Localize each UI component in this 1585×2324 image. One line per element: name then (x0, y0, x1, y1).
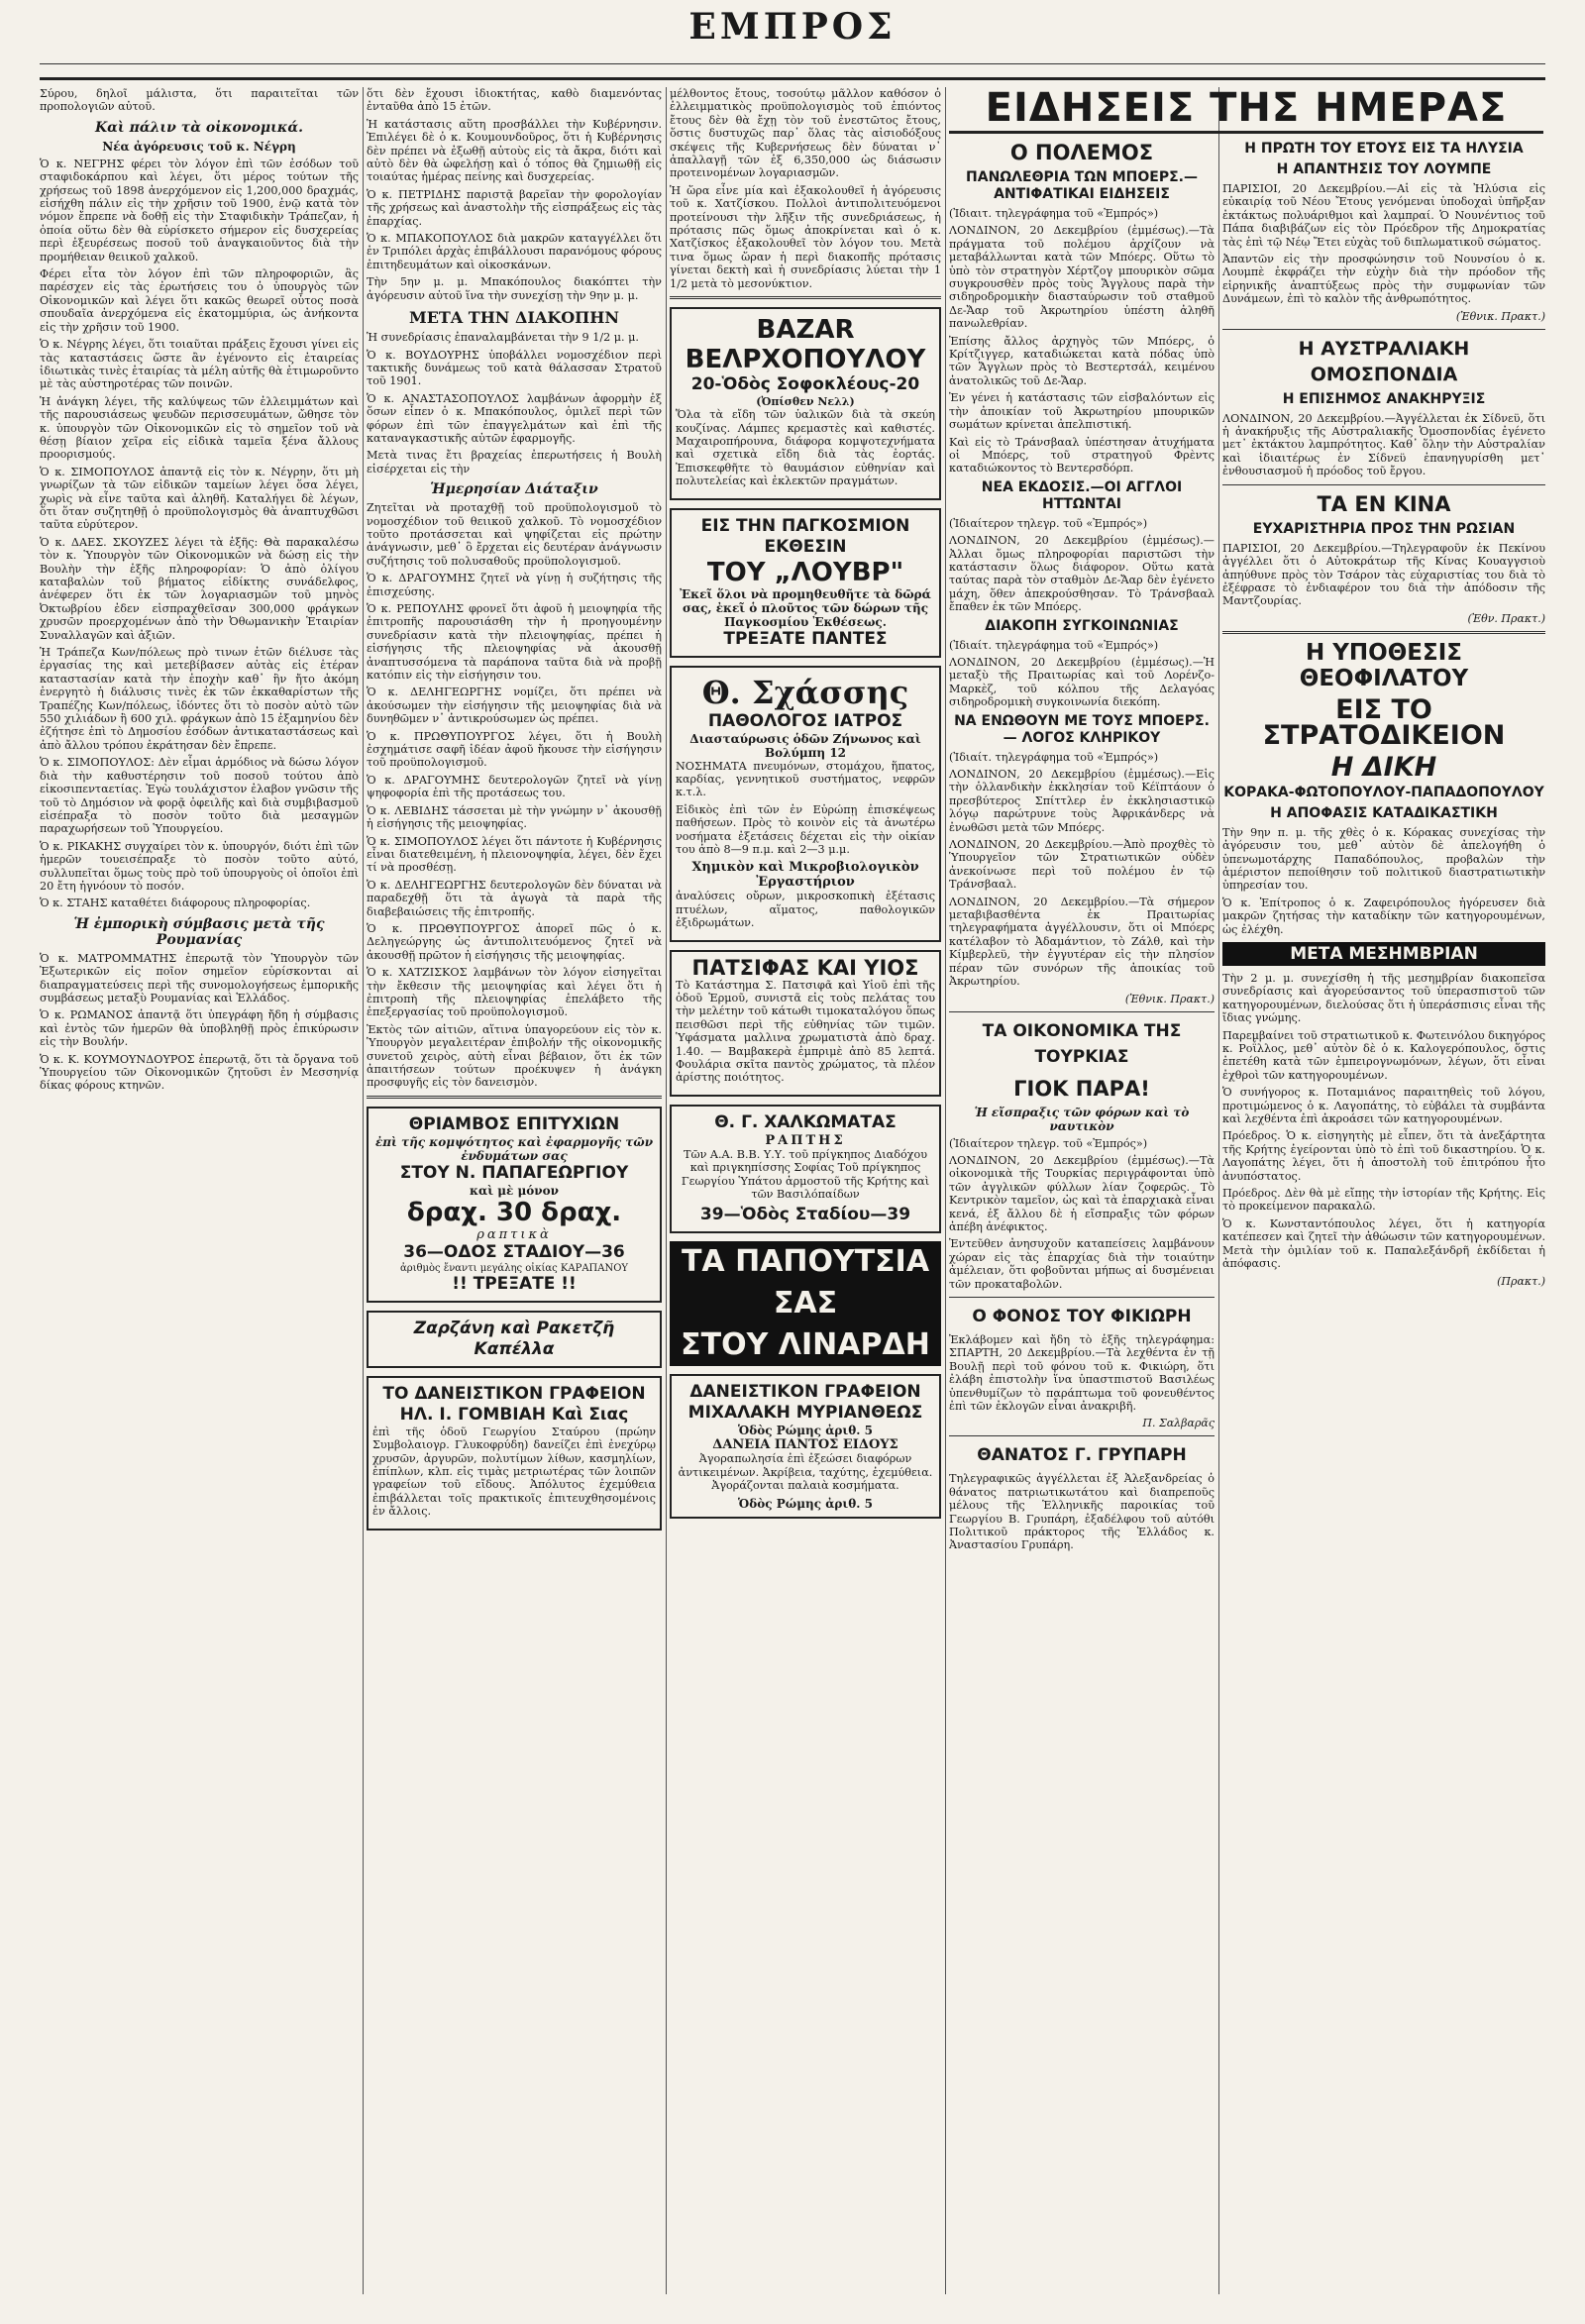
article-heading: Καὶ πάλιν τὰ οἰκονομικά. (94, 119, 303, 136)
article-paragraph: Ἡ συνεδρίασις ἐπαναλαμβάνεται τὴν 9 1/2 μ. μ. (367, 331, 639, 345)
ad-text: ἐπὶ τῆς ὁδοῦ Γεωργίου Σταύρου (πρώην Συμβολαιογρ. Γλυκοφρύδη) δανείζει ἐπὶ ἐνεχύρῳ χρυσῶν, ἀργυρῶν, πολυτίμων λίθων, κασμηλίων, ἐπίπλων, κλπ. εἰς τιμὰς μετριωτέρας τῶν λοιπῶν γραφείων τοῦ εἴδους. Ἀπόλυτος ἐχεμύθεια ἐπιβάλλεται τοῖς πρακτικοῖς ἐπιτευχθησομένοις ἐν ἄλλοις. (372, 1425, 656, 1519)
article-paragraph: Ὁ κ. ΡΙΚΑΚΗΣ συγχαίρει τὸν κ. ὑπουργόν, διότι ἐπὶ τῶν ἡμερῶν τουεισέπραξε τὸ ποσὸν τοῦτο αὐτό, συλλυπεῖται ὅμως τοὺς πρὸ τοῦ ὑπουργοὺς οἱ ὁποῖοι ἐπὶ 20 ἔτη ἠγνόουν τὸ ποσόν. (40, 839, 359, 893)
article-paragraph: Ἡ Τράπεζα Κων/πόλεως πρὸ τινων ἐτῶν διέλυσε τὰς ἐργασίας της καὶ μετεβίβασεν αὐτὰς εἰς ἑτέραν καταστασίαν κατὰ τὴν ἐποχὴν καθ᾿ ἣν ἤτο ἀκόμη ἐνεργητὸ ἡ διάλυσις τινὲς ἐκ τῶν ἐκκαθαρίστων τῆς Τραπέζης Κων/πόλεως, ἰδόντες ὅτι τὸ ποσὸν αὐτὸ τῶν 550 χιλιάδων ἢ 600 χιλ. φράγκων ἀπὸ 15 ἐξαμηνίου δὲν ἐζήτησε ἐπὶ τὸ Δημοσίου ἐσόδων ἀντικαταστάσεως καὶ ἀπὸ ἄλλου τρόπου ἐκράτησαν δὲν ἔπρεπε. (40, 646, 359, 752)
bazaar-advertisement (670, 307, 941, 499)
article-heading: ΜΕΤΑ ΤΗΝ ΔΙΑΚΟΠΗΝ (408, 308, 620, 328)
article-paragraph: Ὁ κ. ΔΕΛΗΓΕΩΡΓΗΣ νομίζει, ὅτι πρέπει νὰ ἀκούσωμεν τὴν εἰσήγησιν τῆς μειοψηφίας διὰ νὰ δυνηθῶμεν ν᾿ ἀντικρούσωμεν ὡς πρέπει. (367, 686, 662, 726)
article-paragraph: Ὁ κ. Κ. ΚΟΥΜΟΥΝΔΟΥΡΟΣ ἐπερωτᾷ, ὅτι τὰ ὄργανα τοῦ Ὑπουργείου τῶν Οἰκονομικῶν ζητοῦσι ἐν Μεσσηνίᾳ δίκας φόρους κτηνῶν. (40, 1052, 359, 1093)
ad-text: ἀναλύσεις οὔρων, μικροσκοπικὴ ἐξέτασις πτυέλων, αἵματος, παθολογικῶν ἐξιδρωμάτων. (676, 890, 935, 930)
masthead-rule (40, 63, 1545, 64)
article-subheading: Η ΑΠΑΝΤΗΣΙΣ ΤΟΥ ΛΟΥΜΠΕ (1276, 161, 1492, 177)
section-heading: Η ΔΙΚΗ (1330, 751, 1437, 783)
ad-text: ΝΟΣΗΜΑΤΑ πνευμόνων, στομάχου, ἥπατος, καρδίας, γεννητικοῦ συστήματος, νεφρῶν κ.τ.λ. (676, 759, 935, 799)
article-paragraph: Ὁ κ. ΑΝΑΣΤΑΣΟΠΟΥΛΟΣ λαμβάνων ἀφορμὴν ἐξ ὅσων εἶπεν ὁ κ. Μπακόπουλος, ὁμιλεῖ περὶ τῶν φόρων ἐπὶ τῶν ἐπαγγελμάτων καὶ ἐπὶ τῆς καταναγκαστικῆς αὐτῶν ἐφαρμογῆς. (367, 391, 662, 445)
ad-subtitle: ΡΑΠΤΗΣ (765, 1132, 846, 1148)
article-paragraph: ὅτι δὲν ἔχουσι ἰδιοκτήτας, καθὸ διαμενόντας ἐνταῦθα ἀπὸ 15 ἐτῶν. (367, 87, 662, 114)
article-paragraph: Ὁ κ. ΔΡΑΓΟΥΜΗΣ ζητεῖ νὰ γίνῃ ἡ συζήτησις τῆς ἐπισχεύσης. (367, 572, 662, 598)
article-paragraph: Ἡ κατάστασις αὕτη προσβάλλει τὴν Κυβέρνησιν. Ἐπιλέγει δὲ ὁ κ. Κουμουνδοῦρος, ὅτι ἡ Κυβέρνησις δὲν πρέπει νὰ ἐξωθῇ αὐτοὺς εἰς τὰ ἄκρα, διότι καὶ αὐτὸ δὲν θὰ ὠφελήσῃ καὶ ὁ τόπος θὰ ζημιωθῇ εἰς τοιαύτας ἡμέρας πείνης καὶ δυσχερείας. (367, 117, 662, 184)
hat-advertisement (367, 1311, 662, 1368)
article-paragraph: ΛΟΝΔΙΝΟΝ, 20 Δεκεμβρίου.—Ἀγγέλλεται ἐκ Σίδνεϋ, ὅτι ἡ ἀνακήρυξις τῆς Αὐστραλιακῆς Ὁμοσπονδίας ἐγένετο μετ᾿ ἐκτάκτου λαμπρότητος. Καθ᾿ ὅλην τὴν Αὐστραλίαν καὶ ἰδιαιτέρως ἐν Σίδνεϋ ἐπανηγυρίσθη μετ᾿ ἐνθουσιασμοῦ ἡ πρόοδος τοῦ ἔργου. (1222, 411, 1545, 478)
article-paragraph: Παρεμβαίνει τοῦ στρατιωτικοῦ κ. Φωτεινόλου δικηγόρος κ. Ροΐλλος, μεθ᾿ αὐτὸν δὲ ὁ κ. Καλογερόπουλος, ὅστις ἐπετέθη κατὰ τῶν ἐμπειρογνωμόνων, λέγων, ὅτι εἶναι ἐχθροὶ τῶν κατηγορουμένων. (1222, 1028, 1545, 1082)
article-paragraph: ΛΟΝΔΙΝΟΝ, 20 Δεκεμβρίου (ἐμμέσως).—Εἰς τὴν ὁλλανδικὴν ἐκκλησίαν τοῦ Κέϊπτάουν ὁ πρεσβύτερος Σπίττλερ ἐν ἐκκλησιαστικῷ λόγῳ παρώτρυνε τοὺς Ἀφρικάνδερς νὰ ἐνωθῶσι μετὰ τῶν Μπόερς. (949, 768, 1215, 834)
ad-title: ΘΡΙΑΜΒΟΣ ΕΠΙΤΥΧΙΩΝ (408, 1113, 620, 1134)
column-divider (1218, 87, 1219, 2294)
ad-price: δραχ. 30 δραχ. (406, 1197, 622, 1227)
source-signature: (Ἐθν. Πρακτ.) (1467, 611, 1545, 625)
article-paragraph: Τὴν 9ην π. μ. τῆς χθὲς ὁ κ. Κόρακας συνεχίσας τὴν ἀγόρευσιν του, μεθ᾿ αὐτὸν δὲ ἀπελογήθη ὁ ὑπενωμοτάρχης Παπαδόπουλος, προβαλὼν τὴν ἀμέριστον πεποίθησιν τοῦ πολιτικοῦ διαστρατιωτικὴν ὑπηρεσίαν του. (1222, 825, 1545, 893)
article-paragraph: Ὁ κ. ΔΕΛΗΓΕΩΡΓΗΣ δευτερολογῶν δὲν δύναται νὰ παραδεχθῇ ὅτι τὰ ἀγωγὰ τὰ παρὰ τῆς διαβεβαιώσεις τῆς ἐπιτροπῆς. (367, 878, 662, 918)
article-paragraph: Ἡ ὥρα εἶνε μία καὶ ἐξακολουθεῖ ἡ ἀγόρευσις τοῦ κ. Χατζίσκου. Πολλοὶ ἀντιπολιτευόμενοι προτείνουσι τὴν λῆξιν τῆς συνεδριάσεως, ἡ πρότασις πῶς ὅμως ἀποκρίνεται καὶ ὁ κ. Χατζίσκος ἐξακολουθεῖ τὸν λόγον του. Μετὰ τινα ὅμως ὥραν ἡ περὶ διακοπῆς πρότασις γίνεται δεκτὴ καὶ ἡ συνεδρίασις λύεται τὴν 1 1/2 μετὰ τὸ μεσονύκτιον. (670, 183, 941, 290)
divider (367, 1096, 662, 1099)
article-paragraph: μέλθοντος ἔτους, τοσούτῳ μᾶλλον καθόσον ὁ ἐλλειμματικὸς προϋπολογισμὸς τοῦ ἐπιόντος ἔτους δὲν θὰ ἔχῃ τὸν τοῦ ἐνεστῶτος ἔτους, ὅστις δυστυχῶς παρ᾿ ὅλας τὰς αἰσιοδόξους σκέψεις τῆς Κυβερνήσεως δὲν δύναται ν᾿ ἀπαλλαγῇ τῶν ἐξ 6,350,000 ὡς διάσωσιν προτεινομένων λογαριασμῶν. (670, 87, 941, 180)
author-signature: Π. Σαλβαρᾶς (1142, 1417, 1215, 1430)
ad-name: ΜΙΧΑΛΑΚΗ ΜΥΡΙΑΝΘΕΩΣ (687, 1403, 923, 1424)
article-paragraph: Ὁ κ. ΡΕΠΟΥΛΗΣ φρονεῖ ὅτι ἀφοῦ ἡ μειοψηφία τῆς ἐπιτροπῆς παρουσιάσθη τὴν ἡ προηγουμένην συνεδρίασιν κατὰ τὴν πλειοψηφίας, πρέπει ἡ εἰσήγησις τῆς πλειοψηφίας νὰ ἀκουσθῇ ἀναπτυσσόμενα τὰ παράπονα ταῦτα διὰ νὰ προβῇ κατόπιν εἰς τὴν εἰσήγησιν του. (367, 602, 662, 683)
ad-title: Θ. Γ. ΧΑΛΚΩΜΑΤΑΣ (714, 1111, 897, 1132)
article-subheading: Ἡμερησίαν Διάταξιν (430, 481, 598, 498)
article-paragraph: Σύρου, δηλοῖ μάλιστα, ὅτι παραιτεῖται τῶν προπολογιῶν αὐτοῦ. (40, 87, 359, 114)
ad-text: Εἰδικὸς ἐπὶ τῶν ἐν Εὐρώπῃ ἐπισκέψεως παθήσεων. Πρὸς τὸ κοινὸν εἰς τὰ ἀνωτέρω νοσήματα ἐξετάσεις δέχεται εἰς τὴν οἰκίαν του ἀπὸ 8—9 π.μ. καὶ 2—3 μ.μ. (676, 802, 935, 856)
column-divider (945, 87, 946, 2294)
source-signature: (Πρακτ.) (1497, 1274, 1545, 1288)
divider (949, 1011, 1215, 1012)
ad-title: BAZAR ΒΕΛΡΧΟΠΟΥΛΟΥ (685, 315, 926, 375)
article-paragraph: Ὁ κ. ΔΡΑΓΟΥΜΗΣ δευτερολογῶν ζητεῖ νὰ γίνῃ ψηφοφορία ἐπὶ τῆς προτάσεως του. (367, 773, 662, 800)
section-heading: Η ΥΠΟΘΕΣΙΣ ΘΕΟΦΙΛΑΤΟΥ (1299, 639, 1469, 691)
article-paragraph: Ὁ κ. ΠΡΩΘΥΠΟΥΡΓΟΣ λέγει, ὅτι ἡ Βουλὴ ἐσχημάτισε σαφῆ ἰδέαν ἀφοῦ ἤκουσε τὴν εἰσήγησιν τοῦ προϋπολογισμοῦ. (367, 729, 662, 770)
banner-spacer (1222, 87, 1545, 137)
source-signature: (Ἐθνικ. Πρακτ.) (1124, 992, 1215, 1005)
ad-callout: !! ΤΡΕΞΑΤΕ !! (452, 1273, 577, 1294)
ad-address: Διασταύρωσις ὁδῶν Ζήνωνος καὶ Βολύμπη 12 (689, 731, 921, 760)
ad-text: Ἀγοραπωλησία ἐπὶ ἐξεώσει διαφόρων ἀντικειμένων. Ἀκρίβεια, ταχύτης, ἐχεμύθεια. Ἀγοράζονται παλαιὰ κοσμήματα. (678, 1452, 933, 1493)
ad-name: ΤΟΥ „ΛΟΥΒΡ" (706, 557, 904, 587)
section-heading: Ο ΦΟΝΟΣ ΤΟΥ ΦΙΚΙΩΡΗ (972, 1306, 1192, 1326)
ad-title: ΣΤΟΥ ΛΙΝΑΡΔΗ (681, 1327, 930, 1363)
article-paragraph: Ὁ κ. ΠΡΩΘΥΠΟΥΡΓΟΣ ἀπορεῖ πῶς ὁ κ. Δεληγεώργης ὡς ἀντιπολιτευόμενος ζητεῖ νὰ ἀκουσθῇ πρῶτον ἡ εἰσήγησις τῆς μειοψηφίας. (367, 921, 662, 962)
article-paragraph: ΛΟΝΔΙΝΟΝ, 20 Δεκεμβρίου.—Τὰ σήμερον μεταβιβασθέντα ἐκ Πραιτωρίας τηλεγραφήματα ἀγγέλλουσιν, ὅτι οἱ Μπόερς κατέλαβον τὸ Ἀδαμάντιον, τὸ Ζάλθ, καὶ τὴν Κίμβερλεϋ, τὴν ἐγγυτέραν εἰς τὴν πλησίον πέραν τῶν συνόρων τῆς ἀποικίας τοῦ Ἀκρωτηρίου. (949, 895, 1215, 989)
ad-subtitle: ΠΑΘΟΛΟΓΟΣ ΙΑΤΡΟΣ (707, 710, 903, 731)
divider (1222, 484, 1545, 485)
source-line: (Ἰδιαίτ. τηλεγράφημα τοῦ «Ἐμπρός») (949, 750, 1159, 764)
column-parliament-continued (367, 87, 662, 2294)
article-paragraph: Ἡ ἀνάγκη λέγει, τῆς καλύψεως τῶν ἐλλειμμάτων καὶ τῆς παρουσιάσεως ψευδῶν περισσευμάτων, ὤθησε τὸν κ. ὑπουργὸν τῶν Οἰκονομικῶν εἰς τὸ σημεῖον τοῦ νὰ θέσῃ βίαιον χεῖρα εἰς εἰδικὰ ταμεῖα ξένα ἄλλους προορισμούς. (40, 394, 359, 462)
ad-title: ΔΑΝΕΙΣΤΙΚΟΝ ΓΡΑΦΕΙΟΝ (689, 1382, 921, 1403)
ad-text: ΔΑΝΕΙΑ ΠΑΝΤΟΣ ΕΙΔΟΥΣ (712, 1437, 898, 1453)
ad-text: Τὸ Κατάστημα Σ. Πατσιφᾶ καὶ Υἱοῦ ἐπὶ τῆς ὁδοῦ Ἑρμοῦ, συνιστᾶ εἰς τοὺς πελάτας του τὴν μελέτην τοῦ κάτωθι τιμοκαταλόγου ὅπως πεισθῶσι περὶ τῆς εὐθηνίας τῶν τιμῶν. Ὑφάσματα μαλλινα χρωματιστὰ ἀπὸ δραχ. 1.40. — Βαμβακερὰ ἐμπριμὲ ἀπὸ 85 λεπτά. Φουλάρια σκῖτα παντὸς χρώματος, τὰ πλέον ἀρίστης ποιότητος. (676, 978, 935, 1085)
ad-title: ΤΟ ΔΑΝΕΙΣΤΙΚΟΝ ΓΡΑΦΕΙΟΝ (382, 1383, 646, 1404)
article-paragraph: Ὁ κ. ΝΕΓΡΗΣ φέρει τὸν λόγον ἐπὶ τῶν ἐσόδων τοῦ σταφιδοκάρπου καὶ λέγει, ὅτι μέρος τούτων τῆς χρήσεως τοῦ 1898 ἀνερχόμενον εἰς 1,200,000 δραχμάς, εἰσήχθη πάλιν εἰς τὴν χρῆσιν τοῦ 1900, ἐνῷ κατὰ τὸν νόμον ἔπρεπε νὰ δοθῇ εἰς τὴν Σταφιδικὴν Τράπεζαν, ἡ ὁποία οὕτω δὲν θὰ εὑρίσκετο σήμερον εἰς δυσχερείας περὶ ἐξευρέσεως ποσοῦ τοῦ ἀναγκαιοῦντος διὰ τὴν προμήθειαν θειικοῦ χαλκοῦ. (40, 157, 359, 264)
article-paragraph: Ὁ κ. ΣΙΜΟΠΟΥΛΟΣ: Δὲν εἶμαι ἁρμόδιος νὰ δώσω λόγον διὰ τὴν καθυστέρησιν τοῦ ποσοῦ τούτου ἀπὸ εἰκοσιπενταετίας. Ἐγὼ τουλάχιστον ἐλαβον γνῶσιν τῆς τοῦ τὸ Δημόσιον νὰ φορᾷ ὀφειλῆς καὶ διὰ συμβιβασμοῦ εἰσέπραξα τὸ ποσὸν τοῦτο διὰ μεσαγμῶν παραχωρήσεων τοῦ Ὑπουργείου. (40, 756, 359, 836)
article-paragraph: ΠΑΡΙΣΙΟΙ, 20 Δεκεμβρίου.—Αἱ εἰς τὰ Ἠλύσια εἰς εὐκαιρίᾳ τοῦ Νέου Ἔτους γενόμεναι ὑποδοχαὶ ὑπῆρξαν ἐκτάκτως πολυάριθμοι καὶ λαμπραί. Ὁ Νουνέντιος τοῦ Πάπα διαβιβάζων εἰς τὸν Πρόεδρον τῆς Δημοκρατίας τὰς ἐπὶ τῷ Νέῳ Ἔτει εὐχὰς τοῦ διπλωματικοῦ σώματος. (1222, 182, 1545, 249)
section-heading: ΜΕΤΑ ΜΕΣΗΜΒΡΙΑΝ (1222, 942, 1545, 966)
section-heading: ΓΙΟΚ ΠΑΡΑ! (1013, 1076, 1150, 1101)
article-paragraph: Ἀπαντῶν εἰς τὴν προσφώνησιν τοῦ Νουνσίου ὁ κ. Λουμπὲ ἐκφράζει τὴν εὐχὴν διὰ τὴν πρόοδον τῆς εἰρηνικῆς ἀναπτύξεως πρὸς τὴν συμφωνίαν τῶν Δυνάμεων, ἐπὶ τὸ καλὸν τῆς ἀνθρωπότητος. (1222, 253, 1545, 306)
article-subheading: Ἡ εἴσπραξις τῶν φόρων καὶ τὸ ναυτικὸν (974, 1105, 1190, 1133)
ad-text: Τῶν Α.Α. Β.Β. Υ.Υ. τοῦ πρίγκηπος Διαδόχου καὶ πριγκηπίσσης Σοφίας Τοῦ πρίγκηπος Γεωργίου Ὑπάτου ἁρμοστοῦ τῆς Κρήτης καὶ τῶν Βασιλόπαίδων (681, 1147, 930, 1202)
divider (1222, 329, 1545, 330)
article-paragraph: Πρόεδρος. Δὲν θὰ μὲ εἴπῃς τὴν ἱστορίαν τῆς Κρήτης. Εἰς τὸ προκείμενον παρακαλῶ. (1222, 1187, 1545, 1214)
article-paragraph: ΛΟΝΔΙΝΟΝ, 20 Δεκεμβρίου (ἐμμέσως).—Ἀλλαι ὅμως πληροφορίαι παριστῶσι τὴν κατάστασιν ὅλως διάφορον. Οὕτω κατὰ ταύτας παρὰ τὸν σταθμὸν Δε-Ἄαρ δὲν ἐγένετο μάχη, ὅθεν ἀπεκρούσθησαν. Τὸ Τράνσβααλ ἔπαθεν ἐκ τῶν Μπόερς. (949, 534, 1215, 614)
source-signature: (Ἐθνικ. Πρακτ.) (1455, 309, 1545, 323)
column-foreign-news (1222, 87, 1545, 2294)
article-heading: Ἡ ἐμπορικὴ σύμβασις μετὰ τῆς Ρουμανίας (73, 915, 325, 948)
ad-address: 20-Ὁδὸς Σοφοκλέους-20 (690, 374, 920, 395)
ad-title: Θ. Σχάσσης (701, 673, 909, 711)
ad-text: (Ὀπίσθεν Νελλ) (756, 395, 855, 409)
tailor-advertisement (367, 1107, 662, 1303)
article-paragraph: Ὁ κ. ΣΙΜΟΠΟΥΛΟΣ ἀπαντᾷ εἰς τὸν κ. Νέγρην, ὅτι μὴ γνωρίζων τὰ τῶν εἰδικῶν ταμείων λέγει ὅσα λέγει, χωρὶς νὰ εἶνε ταῦτα καὶ ἀληθῆ. Καταλήγει δὲ λέγων, ὅτι ὅταν συζητηθῇ ὁ προϋπολογισμὸς θὰ ἀναπτυχθῶσι ταῦτα εὐρύτερον. (40, 465, 359, 532)
ad-title: Ζαρζάνη καὶ Ρακετζῆ (413, 1318, 615, 1338)
article-paragraph: Ἐκλάβομεν καὶ ἤδη τὸ ἑξῆς τηλεγράφημα: ΣΠΑΡΤΗ, 20 Δεκεμβρίου.—Τὰ λεχθέντα ἐν τῇ Βουλῇ περὶ τοῦ φόνου τοῦ κ. Φικιώρη, ὅτι ἐλάβη ἐπιστολὴν ἵνα ὑπαστπιστοῦ Βασιλέως ὑπενθυμίζων τὸ παράπτωμα τοῦ φονευθέντος ἐπὶ τῶν ἐκλογῶν εἶναι ἀνακριβῆ. (949, 1332, 1215, 1413)
ad-text: ἀριθμὸς ἔναντι μεγάλης οἰκίας ΚΑΡΑΠΑΝΟΥ (399, 1262, 629, 1274)
article-paragraph: Ὁ κ. Ἐπίτροπος ὁ κ. Ζαφειρόπουλος ἠγόρευσεν διὰ μακρῶν ζητήσας τὴν καταδίκην τῶν κατηγορουμένων, ὡς ἐλέχθη. (1222, 896, 1545, 936)
ad-address: Ὁδὸς Ρώμης ἀριθ. 5 (738, 1424, 873, 1438)
section-heading: Η ΠΡΩΤΗ ΤΟΥ ΕΤΟΥΣ ΕΙΣ ΤΑ ΗΛΥΣΙΑ (1244, 141, 1524, 157)
section-heading: Η ΑΥΣΤΡΑΛΙΑΚΗ ΟΜΟΣΠΟΝΔΙΑ (1298, 337, 1470, 385)
ad-text: ραπτικὰ (476, 1226, 552, 1242)
article-paragraph: Τὴν 2 μ. μ. συνεχίσθη ἡ τῆς μεσημβρίαν διακοπεῖσα συνεδρίασις καὶ ἀγορεύσαντος τοῦ ὑπερασπιστοῦ τῶν κατηγορουμένων, διελούσας ὅτι ἡ ὑπεράσπισις εἶναι τῆς ἴδιας γνώμης. (1222, 971, 1545, 1025)
tailor-chalkomatas-advertisement (670, 1105, 941, 1234)
ad-subtitle: Χημικὸν καὶ Μικροβιολογικὸν Ἐργαστήριον (691, 860, 919, 891)
ad-text: Καπέλλα (474, 1338, 555, 1359)
article-subheading: ΔΙΑΚΟΠΗ ΣΥΓΚΟΙΝΩΝΙΑΣ (985, 617, 1179, 634)
ad-text: Ἐκεῖ ὅλοι νὰ προμηθευθῆτε τὰ δῶρά σας, ἐκεῖ ὁ πλοῦτος τῶν δώρων τῆς Παγκοσμίου Ἐκθέσεως. (680, 586, 931, 629)
article-subheading: Η ΑΠΟΦΑΣΙΣ ΚΑΤΑΔΙΚΑΣΤΙΚΗ (1270, 804, 1498, 821)
ad-text: καὶ μὲ μόνον (470, 1183, 559, 1198)
section-heading: ΘΑΝΑΤΟΣ Γ. ΓΡΥΠΑΡΗ (977, 1445, 1187, 1466)
article-paragraph: Ὁ κ. Νέγρης λέγει, ὅτι τοιαῦται πράξεις ἔχουσι γίνει εἰς τὰς καταστάσεις ὥστε ἂν ἐγένοντο εἰς ἐταιρείας ἰδιωτικὰς τινὲς ἑταιρίας τὰ μέλη αὐτῆς θὰ ἐτιμωροῦντο μὲ τὰς αὐστηροτέρας τῶν ποινῶν. (40, 338, 359, 391)
loan-office-advertisement (367, 1376, 662, 1531)
masthead (40, 0, 1545, 80)
ad-address: 39—Ὁδὸς Σταδίου—39 (699, 1205, 911, 1225)
doctor-advertisement (670, 666, 941, 942)
shoes-advertisement (670, 1241, 941, 1366)
article-subheading: ΕΥΧΑΡΙΣΤΗΡΙΑ ΠΡΟΣ ΤΗΝ ΡΩΣΙΑΝ (1252, 520, 1516, 537)
section-banner-title: ΕΙΔΗΣΕΙΣ ΤΗΣ ΗΜΕΡΑΣ (949, 85, 1543, 134)
section-heading: Ο ΠΟΛΕΜΟΣ (1009, 141, 1154, 164)
article-paragraph: Ἐντεῦθεν ἀνησυχοῦν καταπείσεις λαμβάνουν χώραν εἰς τὰς ἐπαρχίας διὰ τὴν τοιαύτην ἀμέλειαν, ὅτι φοβοῦνται μήπως αἱ δυσμένειαι τῶν προκαταβολῶν. (949, 1237, 1215, 1291)
source-line: (Ἰδιαιτ. τηλεγράφημα τοῦ «Ἐμπρός») (949, 207, 1159, 220)
article-paragraph: Ἐπίσης ἄλλος ἀρχηγὸς τῶν Μπόερς, ὁ Κρίτζιγγερ, καταδιώκεται κατὰ πόδας ὑπὸ τῶν Ἄγγλων πρὸς τὸ Βεστερτσάλ, κειμένου ἀνατολικῶς τοῦ Δε-Ἄαρ. (949, 334, 1215, 387)
ad-text: ἐπὶ τῆς κομψότητος καὶ ἐφαρμογῆς τῶν ἐνδυμάτων σας (374, 1134, 654, 1163)
article-subheading: ΝΑ ΕΝΩΘΟΥΝ ΜΕ ΤΟΥΣ ΜΠΟΕΡΣ. — ΛΟΓΟΣ ΚΛΗΡΙΚΟΥ (954, 712, 1210, 746)
article-paragraph: Τὴν 5ην μ. μ. Μπακόπουλος διακόπτει τὴν ἀγόρευσιν αὐτοῦ ἵνα τὴν συνεχίσῃ τὴν 9ην μ. μ. (367, 275, 662, 302)
article-paragraph: ΛΟΝΔΙΝΟΝ, 20 Δεκεμβρίου (ἐμμέσως).—Τὰ πράγματα τοῦ πολέμου ἀρχίζουν νὰ μεταβάλλωνται κατὰ τῶν Μπόερς. Οὕτω τὸ ὑπὸ τὸν στρατηγὸν Χέρτζογ μπουρικὸν σῶμα συγκρουσθὲν πρὸς τοὺς Ἄγγλους παρὰ τὴν σιδηροδρομικὴν διασταύρωσιν τοῦ σταθμοῦ Δε-Ἄαρ τοῦ Ἀκρωτηρίου ὑπέστη ἀληθῆ πανωλεθρίαν. (949, 224, 1215, 331)
column-divider (666, 87, 667, 2294)
article-paragraph: ΠΑΡΙΣΙΟΙ, 20 Δεκεμβρίου.—Τηλεγραφοῦν ἐκ Πεκίνου ἀγγέλλει ὅτι ὁ Αὐτοκράτωρ τῆς Κίνας Κουαγγσιοὺ ἀπηύθυνε πρὸς τὸν Τσάρον τὰς εὐχαριστίας του διὰ τὸ ἐξέφρασε τὸ ἐνδιαφέρον του διὰ τὴν ἀπόδοσιν τῆς Μαντζουρίας. (1222, 541, 1545, 608)
article-paragraph: Ὁ συνήγορος κ. Ποταμιάνος παραιτηθεὶς τοῦ λόγου, προτιμώμενος ὁ κ. Λαγοπάτης, τὸ εὐβάλει τὰ συμβάντα καὶ λεχθέντα ἐπὶ ἀκροάσει τῶν κατηγορουμένων. (1222, 1086, 1545, 1126)
article-paragraph: Ἐν γένει ἡ κατάστασις τῶν εἰσβαλόντων εἰς τὴν ἀποικίαν τοῦ Ἀκρωτηρίου μπουρικῶν σωμάτων κρίνεται ἀπελπιστική. (949, 391, 1215, 432)
newspaper-title: ΕΜΠΡΟΣ (688, 6, 897, 48)
article-subheading: Η ΕΠΙΣΗΜΟΣ ΑΝΑΚΗΡΥΞΙΣ (1282, 390, 1486, 407)
article-paragraph: ΛΟΝΔΙΝΟΝ, 20 Δεκεμβρίου (ἐμμέσως).—Τὰ οἰκονομικὰ τῆς Τουρκίας περιγράφονται ὑπὸ τῶν ἀγγλικῶν φύλλων λίαν ζοφερῶς. Τὸ Κεντρικὸν ταμεῖον, ὡς καὶ τὰ ἐπαρχιακὰ εἶναι κενά, ἐξ ἄλλου δὲ ἡ εἴσπραξις τῶν φόρων ἀπέβη ἀνέφικτος. (949, 1153, 1215, 1233)
article-subheading: ΚΟΡΑΚΑ-ΦΩΤΟΠΟΥΛΟΥ-ΠΑΠΑΔΟΠΟΥΛΟΥ (1223, 784, 1544, 800)
ad-name: ΣΤΟΥ Ν. ΠΑΠΑΓΕΩΡΓΙΟΥ (399, 1162, 629, 1183)
article-paragraph: ΛΟΝΔΙΝΟΝ, 20 Δεκεμβρίου (ἐμμέσως).—Ἡ μεταξὺ τῆς Πραιτωρίας καὶ τοῦ Λορένζο-Μαρκὲζ, τοῦ κόλπου τῆς Δελαγόας σιδηροδρομικὴ συγκοινωνία διεκόπη. (949, 655, 1215, 709)
source-line: (Ἰδιαίτ. τηλεγράφημα τοῦ «Ἐμπρός») (949, 638, 1159, 652)
article-paragraph: ΛΟΝΔΙΝΟΝ, 20 Δεκεμβρίου.—Ἀπὸ προχθὲς τὸ Ὑπουργεῖον τῶν Στρατιωτικῶν οὐδὲν ἀνεκοίνωσε περὶ τοῦ πολέμου ἐν τῷ Τράνσβααλ. (949, 838, 1215, 892)
section-heading: ΕΙΣ ΤΟ ΣΤΡΑΤΟΔΙΚΕΙΟΝ (1262, 693, 1506, 751)
article-paragraph: Ὁ κ. ΒΟΥΔΟΥΡΗΣ ὑποβάλλει νομοσχέδιον περὶ τακτικῆς δυνάμεως τοῦ κατὰ θάλασσαν Στρατοῦ τοῦ 1901. (367, 348, 662, 388)
column-advertisements (670, 87, 941, 2294)
ad-callout: ΤΡΕΞΑΤΕ ΠΑΝΤΕΣ (723, 628, 888, 649)
article-paragraph: Ὁ κ. ΔΑΕΣ. ΣΚΟΥΖΕΣ λέγει τὰ ἑξῆς: Θὰ παρακαλέσω τὸν κ. Ὑπουργὸν τῶν Οἰκονομικῶν νὰ δώσῃ εἰς τὴν Βουλὴν τὴν ἑξῆς πληροφορίαν: Ὁ ἀπὸ ὀλίγου καταβαλὼν τοῦ βήματος εἰδίκτης συνάδελφος, ἀνέφερεν ὅτι ἐκ τῶν λογαριασμῶν τοῦ μηνὸς Ὀκτωβρίου ἐδεν εἰσπραχθεῖσαν 300,000 φράγκων χρυσῶν προερχομένων ἀπὸ τὴν Ὀθωμανικὴν Ἑταιρίαν Συναλλαγῶν καὶ ἀξιῶν. (40, 535, 359, 642)
divider (670, 296, 941, 299)
ad-address: Ὁδὸς Ρώμης ἀριθ. 5 (738, 1496, 873, 1511)
column-parliament (40, 87, 359, 2294)
ad-address: 36—ΟΔΟΣ ΣΤΑΔΙΟΥ—36 (403, 1241, 625, 1262)
divider (949, 1297, 1215, 1298)
article-paragraph: Μετὰ τινας ἔτι βραχείας ἐπερωτήσεις ἡ Βουλὴ εἰσέρχεται εἰς τὴν (367, 449, 662, 475)
source-line: (Ἰδιαίτερον τηλεγρ. τοῦ «Ἐμπρός») (949, 516, 1148, 530)
article-subheading: ΠΑΝΩΛΕΘΡΙΑ ΤΩΝ ΜΠΟΕΡΣ.—ΑΝΤΙΦΑΤΙΚΑΙ ΕΙΔΗΣΕΙΣ (966, 169, 1198, 202)
article-paragraph: Ὁ κ. ΜΑΤΡΟΜΜΑΤΗΣ ἐπερωτᾷ τὸν Ὑπουργὸν τῶν Ἐξωτερικῶν εἰς ποῖον σημεῖον εὑρίσκονται αἱ διαπραγματεύσεις περὶ τῆς συνομολογήσεως ἐμπορικῆς συμβάσεως μεταξὺ Ρουμανίας καὶ Ἑλλάδος. (40, 951, 359, 1004)
divider (1222, 631, 1545, 634)
ad-text: Ὅλα τὰ εἴδη τῶν ὑαλικῶν διὰ τὰ σκεύη κουζίνας. Λάμπες κρεμαστὲς καὶ καθιστές. Μαχαιροπήρουνα, διάφορα κομψοτεχνήματα καὶ σχετικὰ εἴδη διὰ τὰς ἑορτάς. Ἐπισκεφθῆτε τὸ θαυμάσιον εὐθηνίαν καὶ πολυτελείας καὶ ἐκλεκτῶν πραγμάτων. (676, 408, 935, 488)
article-paragraph: Τηλεγραφικῶς ἀγγέλλεται ἐξ Ἀλεξανδρείας ὁ θάνατος πατριωτικωτάτου καὶ διαπρεποῦς μέλους τῆς Ἑλληνικῆς παροικίας τοῦ Γεωργίου Β. Γρυπάρη, ἐξαδέλφου τοῦ αὐτόθι Πολιτικοῦ πράκτορος τῆς Ἑλλάδος κ. Ἀναστασίου Γρυπάρη. (949, 1472, 1215, 1552)
article-paragraph: Ὁ κ. ΠΕΤΡΙΔΗΣ παριστᾷ βαρεῖαν τὴν φορολογίαν τῆς χρήσεως καὶ ἀναστολὴν τῆς εἰσπράξεως εἰς τὰς ἐπαρχίας. (367, 187, 662, 228)
article-paragraph: Ὁ κ. ΜΠΑΚΟΠΟΥΛΟΣ διὰ μακρῶν καταγγέλλει ὅτι ἐν Τριπόλει ἀρχὰς ἐπιβάλλουσι παρανόμους φόρους ἐπιτηδευμάτων καὶ οἰκοσκάνων. (367, 232, 662, 271)
article-paragraph: Καὶ εἰς τὸ Τράνσβααλ ὑπέστησαν ἀτυχήματα οἱ Μπόερς, τοῦ στρατηγοῦ Φρὲντς καταδιώκοντος τὸ Βεντερσδόρπ. (949, 435, 1215, 475)
article-paragraph: Ζητεῖται νὰ προταχθῇ τοῦ προϋπολογισμοῦ τὸ νομοσχέδιον τοῦ θειικοῦ χαλκοῦ. Τὸ νομοσχέδιον τοῦτο προτάσσεται καὶ ψηφίζεται εἰς πρώτην ἀνάγνωσιν, μεθ᾿ ὃ ἔρχεται εἰς δευτέραν ἀνάγνωσιν συζήτησις τοῦ πολυσαθοῦς προϋπολογισμοῦ. (367, 501, 662, 568)
article-subheading: Νέα ἀγόρευσις τοῦ κ. Νέγρη (102, 139, 296, 154)
source-line: (Ἰδιαίτερον τηλεγρ. τοῦ «Ἐμπρός») (949, 1136, 1148, 1150)
article-paragraph: Ὁ κ. ΣΤΑΗΣ καταθέτει διάφορους πληροφορίας. (40, 897, 311, 910)
article-paragraph: Ὁ κ. ΛΕΒΙΔΗΣ τάσσεται μὲ τὴν γνώμην ν᾿ ἀκουσθῇ ἡ εἰσήγησις τῆς μειοψηφίας. (367, 803, 662, 831)
ad-title: ΠΑΤΣΙΦΑΣ ΚΑΙ ΥΙΟΣ (691, 955, 919, 980)
myrianthefs-loan-advertisement (670, 1374, 941, 1518)
ad-title: ΕΙΣ ΤΗΝ ΠΑΓΚΟΣΜΙΟΝ ΕΚΘΕΣΙΝ (700, 515, 910, 557)
article-paragraph: Ἐκτὸς τῶν αἰτιῶν, αἵτινα ὑπαγορεύουν εἰς τὸν κ. Ὑπουργὸν μεγαλειτέραν ἐπιβολήν τῆς οἰκονομικῆς συνετοῦ χειρὸς, αὐτὴ εἶναι βέβαιον, ὅτι ἐκ τῶν ἀπαιτήσεων τούτων προέκυψεν ἡ ἀνάγκη προσφυγῆς εἰς τὸν δανεισμὸν. (367, 1022, 662, 1090)
divider (949, 1435, 1215, 1436)
article-paragraph: Ὁ κ. Κωνσταντόπουλος λέγει, ὅτι ἡ κατηγορία κατέπεσεν καὶ ζητεῖ τὴν ἀθώωσιν τῶν κατηγορουμένων. Μετὰ τὴν ὁμιλίαν τοῦ κ. Παπαλεξάνδρῆ ἐκδίδεται ἡ ἀπόφασις. (1222, 1216, 1545, 1271)
section-heading: ΤΑ ΕΝ ΚΙΝΑ (1317, 491, 1451, 516)
louvre-advertisement (670, 508, 941, 658)
section-heading: ΤΑ ΟΙΚΟΝΟΜΙΚΑ ΤΗΣ ΤΟΥΡΚΙΑΣ (982, 1020, 1182, 1067)
ad-name: ΗΛ. Ι. ΓΟΜΒΙΑΗ Καὶ Σιας (399, 1404, 629, 1425)
article-paragraph: Ὁ κ. ΣΙΜΟΠΟΥΛΟΣ λέγει ὅτι πάντοτε ἡ Κυβέρνησις εἶναι διατεθειμένη, ἡ πλειονοψηφία, λέγει, δὲν ἔχει τί νὰ προσθέσῃ. (367, 834, 662, 875)
ad-title: ΤΑ ΠΑΠΟΥΤΣΙΑ ΣΑΣ (681, 1244, 930, 1321)
article-paragraph: Πρόεδρος. Ὁ κ. εἰσηγητὴς μὲ εἶπεν, ὅτι τὰ ἀνεξάρτητα τῆς Κρήτης ἐγείρονται ὑπὸ τὸ ἐπὶ τοῦ δικαστηρίου. Ὁ κ. Λαγοπάτης λέγει, ὅτι ἡ ἀποστολὴ τοῦ ἐπιτρόπου ἦτο ἀνυπόστατος. (1222, 1129, 1545, 1183)
article-paragraph: Ὁ κ. ΡΩΜΑΝΟΣ ἀπαντᾷ ὅτι ὑπεγράφη ἤδη ἡ σύμβασις καὶ ἐντὸς τῶν ἡμερῶν θὰ ὑποβληθῇ πρὸς ἐπικύρωσιν εἰς τὴν Βουλήν. (40, 1008, 359, 1049)
article-paragraph: Φέρει εἶτα τὸν λόγον ἐπὶ τῶν πληροφοριῶν, ἃς παρέσχεν εἰς τὰς ἐρωτήσεις του ὁ ὑπουργὸς τῶν Οἰκονομικῶν καὶ λέγει ὅτι κακῶς θεωρεῖ οὗτος ποσὰ σπουδαῖα ἀνερχόμενα εἰς ἑκατομμύρια, ὡς ἀνήκοντα εἰς τὴν χρῆσιν τοῦ 1900. (40, 267, 359, 334)
article-paragraph: Ὁ κ. ΧΑΤΖΙΣΚΟΣ λαμβάνων τὸν λόγον εἰσηγεῖται τὴν ἔκθεσιν τῆς μειοψηφίας καὶ λέγει ὅτι ἡ ἐπιτροπὴ τῆς πλειοψηφίας ἐπελάβετο τῆς ἐπεξεργασίας τοῦ προϋπολογισμοῦ. (367, 966, 662, 1019)
column-divider (363, 87, 364, 2294)
article-subheading: ΝΕΑ ΕΚΔΟΣΙΣ.—ΟΙ ΑΓΓΛΟΙ ΗΤΤΩΝΤΑΙ (981, 478, 1183, 512)
patsifas-advertisement (670, 950, 941, 1097)
